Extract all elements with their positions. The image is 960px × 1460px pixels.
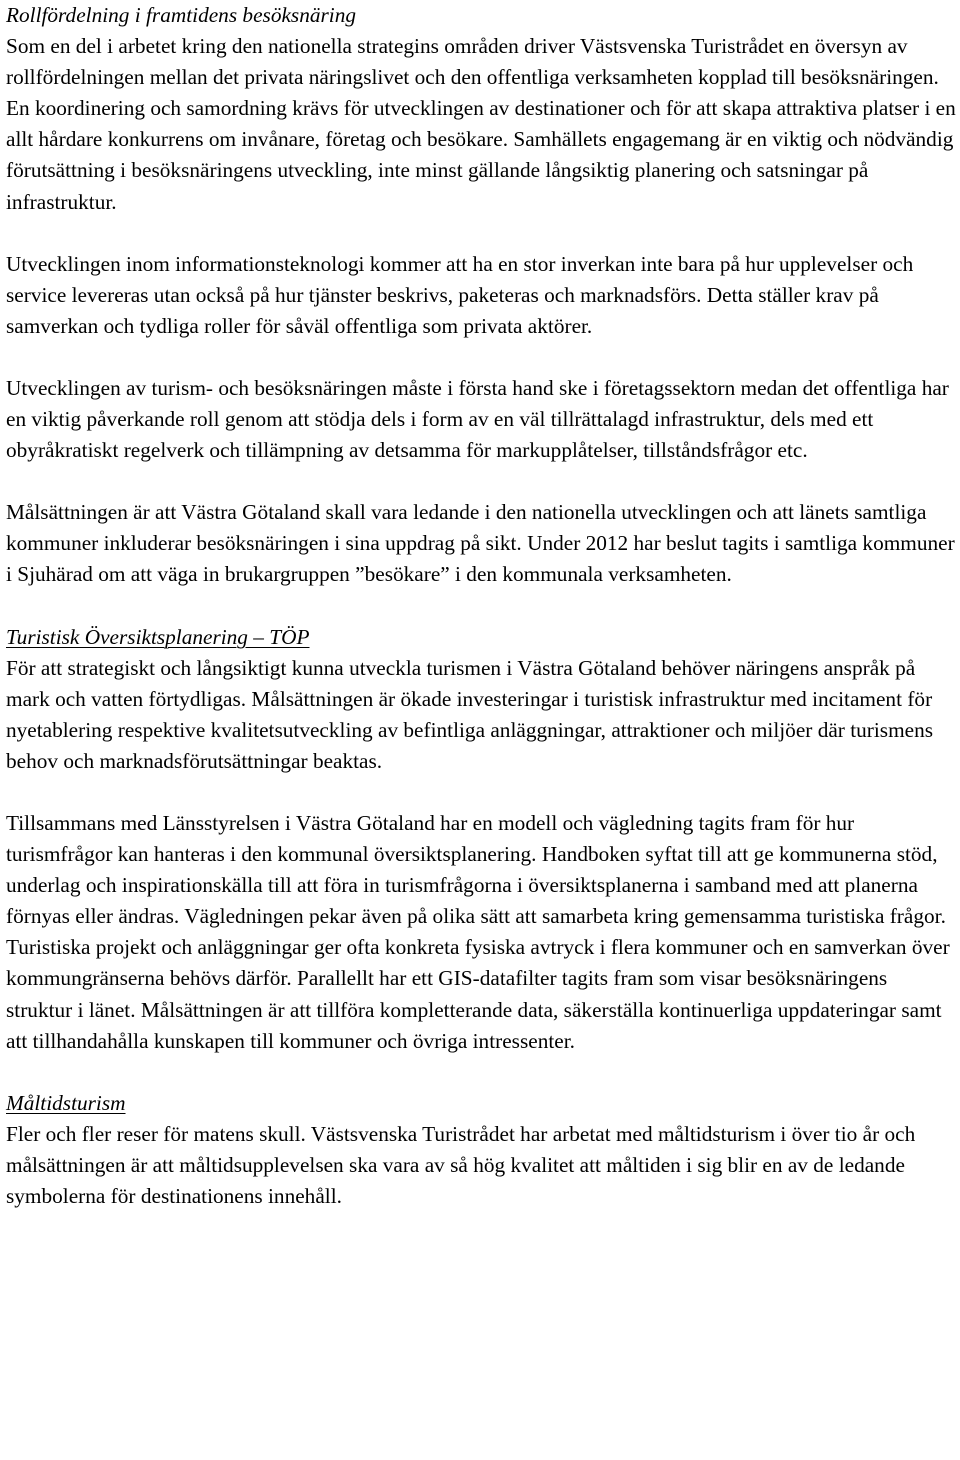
paragraph: Fler och fler reser för matens skull. Västsvenska Turistrådet har arbetat med måltidsturism i över tio år och målsättningen är att måltidsupplevelsen ska vara av så hög kvalitet att måltiden i sig blir en av de ledande symbolerna för destinationens innehåll.	[6, 1121, 916, 1208]
paragraph: Utvecklingen inom informationsteknologi kommer att ha en stor inverkan inte bara på hur upplevelser och service levereras utan också på hur tjänster beskrivs, paketeras och marknadsförs. Detta ställer krav på samverkan och tydliga roller för såväl offentliga som privata aktörer.	[6, 251, 914, 338]
paragraph: Utvecklingen av turism- och besöksnäringen måste i första hand ske i företagssektorn medan det offentliga har en viktig påverkande roll genom att stödja dels i form av en väl tillrättalagd infrastruktur, dels med ett obyråkratiskt regelverk och tillämpning av detsamma för markupplåtelser, tillståndsfrågor etc.	[6, 375, 949, 463]
paragraph-gap	[6, 777, 956, 808]
paragraph: Målsättningen är att Västra Götaland skall vara ledande i den nationella utvecklingen och att länets samtliga kommuner inkluderar besöksnäringen i sina uppdrag på sikt. Under 2012 har beslut tagits i samtliga kommuner i Sjuhärad om att väga in brukargruppen ”besökare” i den kommunala verksamheten.	[6, 500, 955, 587]
paragraph-gap	[6, 218, 956, 249]
paragraph-gap	[6, 466, 956, 497]
document-page	[6, 0, 956, 1212]
paragraph: För att strategiskt och långsiktigt kunna utveckla turismen i Västra Götaland behöver näringens anspråk på mark och vatten förtydligas. Målsättningen är ökade investeringar i turistisk infrastruktur med incitament för nyetablering respektive kvalitetsutveckling av befintliga anläggningar, attraktioner och miljöer där turismens behov och marknadsförutsättningar beaktas.	[6, 655, 934, 773]
section-heading-maltidsturism: Måltidsturism	[6, 1090, 126, 1115]
section-heading-top: Turistisk Översiktsplanering – TÖP	[6, 624, 310, 649]
section-heading-rollfordelning: Rollfördelning i framtidens besöksnäring	[6, 3, 357, 27]
paragraph-gap	[6, 1057, 956, 1088]
paragraph: Tillsammans med Länsstyrelsen i Västra Götaland har en modell och vägledning tagits fram för hur turismfrågor kan hanteras i den kommunal översiktsplanering. Handboken syftat till att ge kommunerna stöd, underlag och inspirationskälla till att föra in turismfrågorna i översiktsplanerna i samband med att planerna förnyas eller ändras. Vägledningen pekar även på olika sätt att samarbeta kring gemensamma turistiska frågor. Turistiska projekt och anläggningar ger ofta konkreta fysiska avtryck i flera kommuner och en samverkan över kommungränserna behövs därför. Parallellt har ett GIS-datafilter tagits fram som visar besöksnäringens struktur i länet. Målsättningen är att tillföra kompletterande data, säkerställa kontinuerliga uppdateringar samt att tillhandahålla kunskapen till kommuner och övriga intressenter.	[6, 810, 950, 1053]
paragraph-gap	[6, 591, 956, 622]
paragraph-gap	[6, 342, 956, 373]
paragraph: Som en del i arbetet kring den nationella strategins områden driver Västsvenska Turistrådet en översyn av rollfördelningen mellan det privata näringslivet och den offentliga verksamheten kopplad till besöksnäringen. En koordinering och samordning krävs för utvecklingen av destinationer och för att skapa attraktiva platser i en allt hårdare konkurrens om invånare, företag och besökare. Samhällets engagemang är en viktig och nödvändig förutsättning i besöksnäringens utveckling, inte minst gällande långsiktig planering och satsningar på infrastruktur.	[6, 34, 956, 214]
